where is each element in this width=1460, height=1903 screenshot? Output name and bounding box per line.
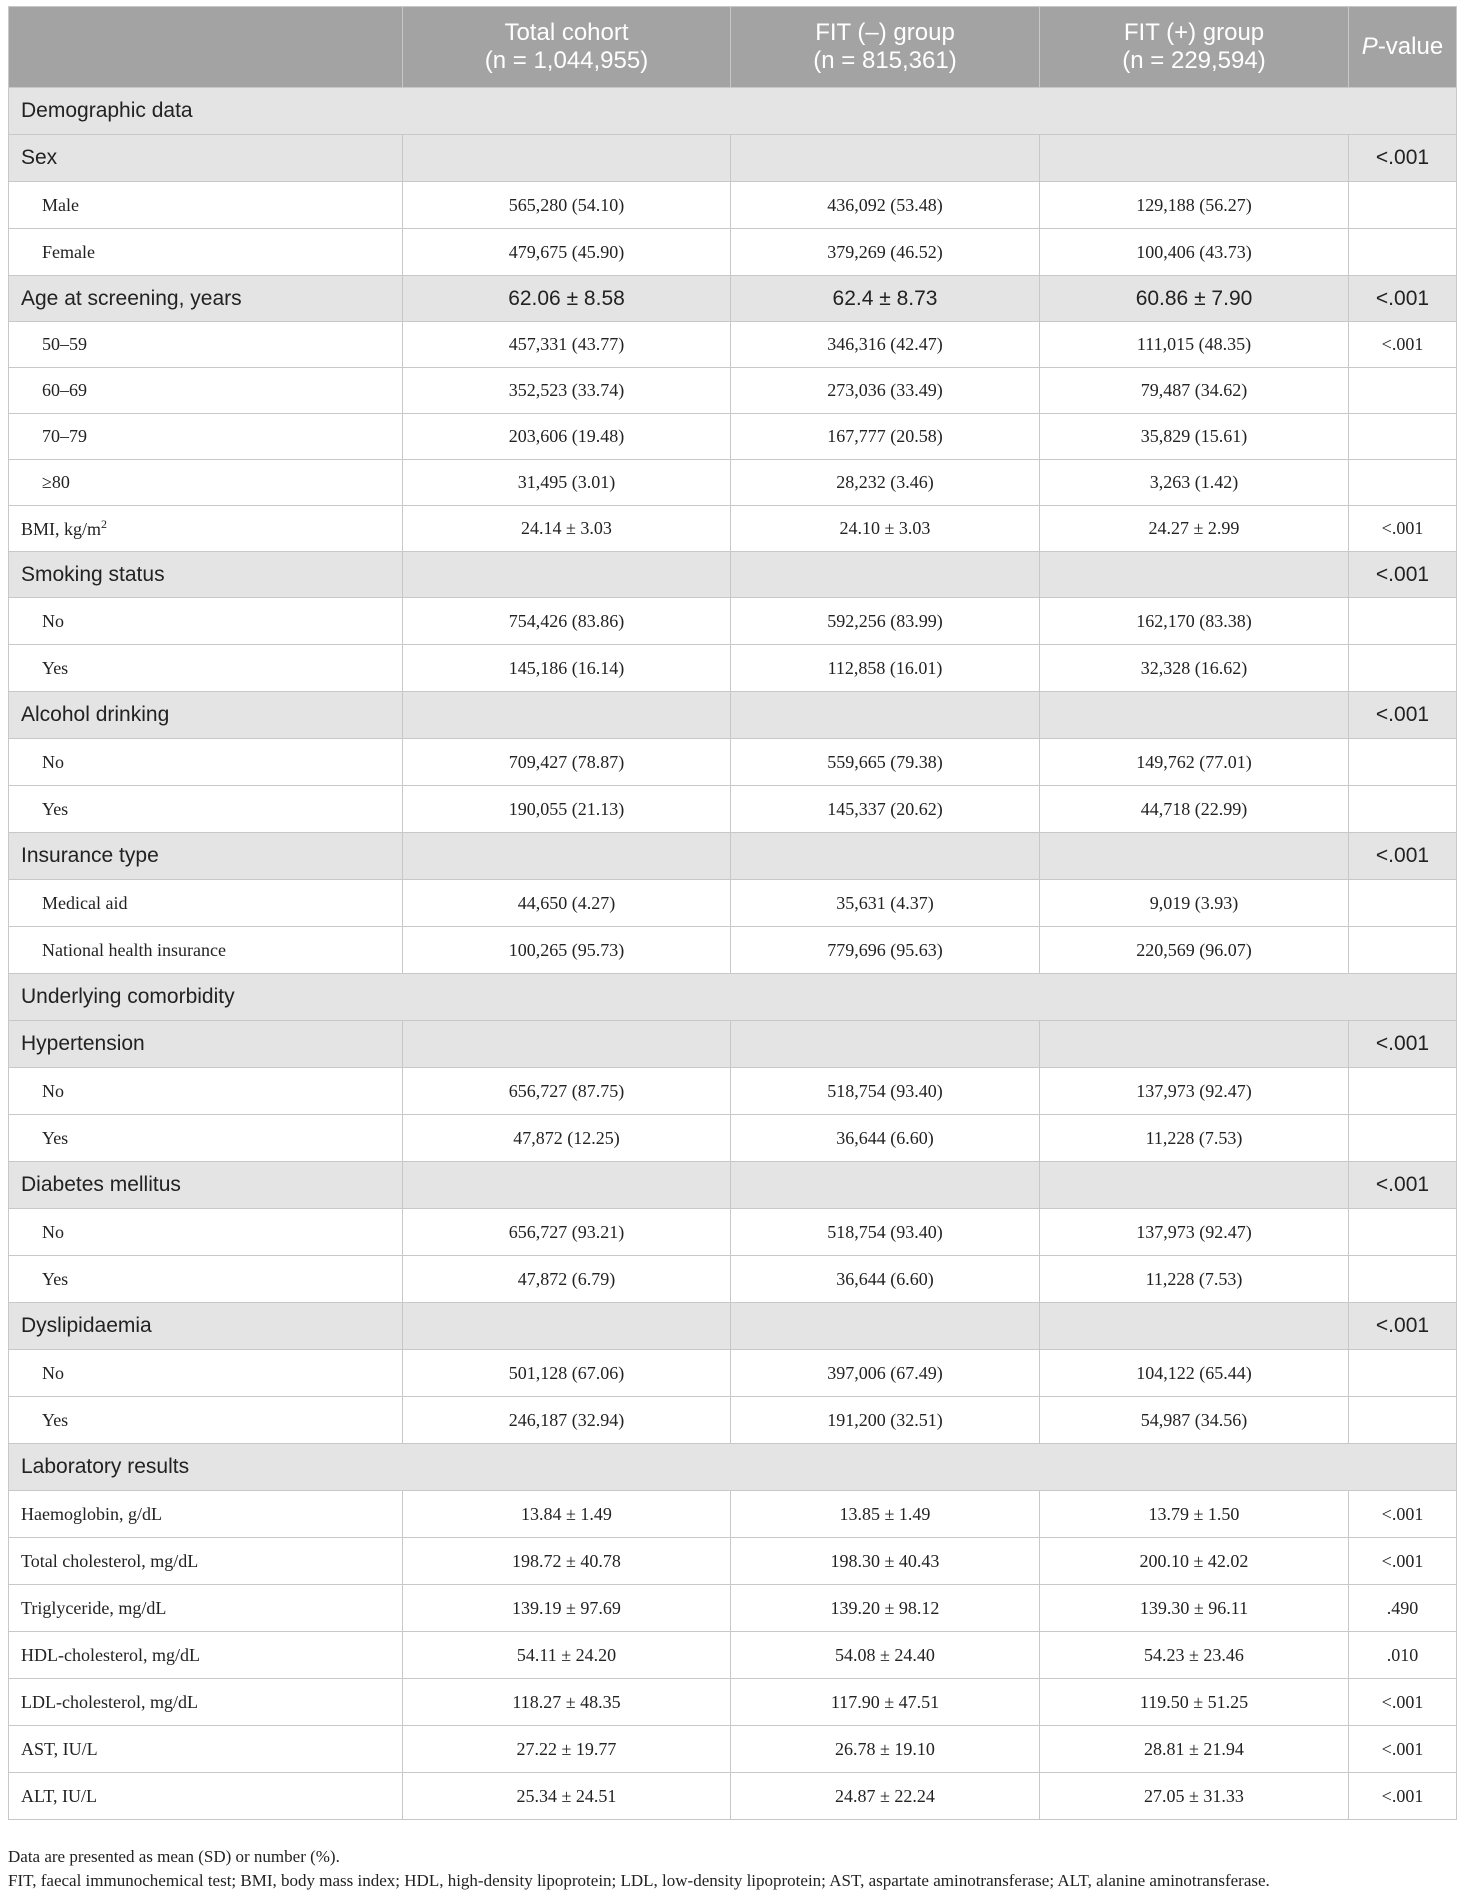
table-row [9, 368, 1457, 414]
cell-fit-positive: 35,829 (15.61) [1040, 414, 1349, 460]
cell-p-value [1349, 1068, 1457, 1115]
group-label: Hypertension [9, 1021, 403, 1068]
cell-total: 47,872 (12.25) [403, 1115, 731, 1162]
row-label-text: Haemoglobin, g/dL [21, 1503, 162, 1524]
cell-fit-negative: 518,754 (93.40) [731, 1068, 1040, 1115]
cell-fit-negative: 779,696 (95.63) [731, 927, 1040, 974]
cell-fit-negative: 518,754 (93.40) [731, 1209, 1040, 1256]
cell-fit-positive: 162,170 (83.38) [1040, 598, 1349, 645]
row-label [9, 229, 403, 276]
cell-fit-negative: 24.10 ± 3.03 [731, 506, 1040, 552]
group-label: Dyslipidaemia [9, 1303, 403, 1350]
cell-fit-negative: 35,631 (4.37) [731, 880, 1040, 927]
cell-fit-negative: 62.4 ± 8.73 [731, 276, 1040, 322]
row-label [9, 1397, 403, 1444]
group-row [9, 1021, 1457, 1068]
row-label-text: ALT, IU/L [21, 1785, 97, 1806]
cell-fit-negative: 139.20 ± 98.12 [731, 1585, 1040, 1632]
cell-fit-positive: 54.23 ± 23.46 [1040, 1632, 1349, 1679]
cell-fit-positive: 149,762 (77.01) [1040, 739, 1349, 786]
row-label [9, 1256, 403, 1303]
cell-fit-positive: 137,973 (92.47) [1040, 1209, 1349, 1256]
cell-total: 709,427 (78.87) [403, 739, 731, 786]
cell-fit-negative: 117.90 ± 47.51 [731, 1679, 1040, 1726]
row-label-text: 50–59 [42, 334, 87, 354]
header-p-value: P-value [1349, 7, 1457, 88]
cell-fit-negative: 198.30 ± 40.43 [731, 1538, 1040, 1585]
cell-total [403, 692, 731, 739]
cell-total: 246,187 (32.94) [403, 1397, 731, 1444]
cell-total: 47,872 (6.79) [403, 1256, 731, 1303]
cell-fit-negative: 145,337 (20.62) [731, 786, 1040, 833]
cell-total: 656,727 (87.75) [403, 1068, 731, 1115]
cell-p-value [1349, 1209, 1457, 1256]
cell-p-value [1349, 1397, 1457, 1444]
cell-fit-positive: 60.86 ± 7.90 [1040, 276, 1349, 322]
cell-p-value: <.001 [1349, 322, 1457, 368]
cell-p-value [1349, 229, 1457, 276]
cell-fit-positive: 27.05 ± 31.33 [1040, 1773, 1349, 1820]
cell-fit-positive [1040, 135, 1349, 182]
row-label-text: Yes [42, 1268, 69, 1289]
row-label-text: Male [42, 194, 79, 215]
cell-fit-positive: 13.79 ± 1.50 [1040, 1491, 1349, 1538]
cell-fit-positive [1040, 833, 1349, 880]
cell-total [403, 1021, 731, 1068]
cell-total: 139.19 ± 97.69 [403, 1585, 731, 1632]
cell-fit-positive: 129,188 (56.27) [1040, 182, 1349, 229]
cell-fit-positive: 32,328 (16.62) [1040, 645, 1349, 692]
cell-total: 457,331 (43.77) [403, 322, 731, 368]
row-label-text: Total cholesterol, mg/dL [21, 1550, 199, 1571]
section-row [9, 974, 1457, 1021]
cell-total: 479,675 (45.90) [403, 229, 731, 276]
cell-fit-negative [731, 833, 1040, 880]
row-label [9, 786, 403, 833]
group-row [9, 552, 1457, 598]
cell-fit-positive: 9,019 (3.93) [1040, 880, 1349, 927]
cell-fit-negative: 379,269 (46.52) [731, 229, 1040, 276]
cell-total: 190,055 (21.13) [403, 786, 731, 833]
cell-fit-negative: 24.87 ± 22.24 [731, 1773, 1040, 1820]
section-label: Underlying comorbidity [9, 974, 1457, 1021]
cell-fit-positive: 119.50 ± 51.25 [1040, 1679, 1349, 1726]
cell-fit-positive: 79,487 (34.62) [1040, 368, 1349, 414]
cell-fit-positive: 28.81 ± 21.94 [1040, 1726, 1349, 1773]
cell-fit-negative: 36,644 (6.60) [731, 1115, 1040, 1162]
row-label [9, 1632, 403, 1679]
row-label [9, 322, 403, 368]
row-label [9, 1773, 403, 1820]
cell-p-value: .010 [1349, 1632, 1457, 1679]
cell-fit-positive: 3,263 (1.42) [1040, 460, 1349, 506]
cell-total [403, 552, 731, 598]
cell-fit-negative [731, 692, 1040, 739]
row-label [9, 598, 403, 645]
group-label: Insurance type [9, 833, 403, 880]
group-label: Alcohol drinking [9, 692, 403, 739]
group-row [9, 135, 1457, 182]
table-row [9, 786, 1457, 833]
row-label [9, 927, 403, 974]
row-label [9, 1679, 403, 1726]
cell-fit-positive: 44,718 (22.99) [1040, 786, 1349, 833]
cell-total: 352,523 (33.74) [403, 368, 731, 414]
table-row [9, 182, 1457, 229]
cell-p-value: <.001 [1349, 1726, 1457, 1773]
table-row [9, 880, 1457, 927]
section-label: Laboratory results [9, 1444, 1457, 1491]
cell-p-value: <.001 [1349, 1538, 1457, 1585]
cell-p-value: <.001 [1349, 692, 1457, 739]
row-label-text: Yes [42, 1409, 69, 1430]
group-row [9, 1538, 1457, 1585]
cell-fit-negative: 346,316 (42.47) [731, 322, 1040, 368]
cell-p-value: <.001 [1349, 552, 1457, 598]
cell-p-value: <.001 [1349, 1679, 1457, 1726]
row-label [9, 1585, 403, 1632]
group-row [9, 1491, 1457, 1538]
row-label-text: Medical aid [42, 892, 128, 913]
table-footnotes [8, 1845, 1270, 1893]
cell-total: 31,495 (3.01) [403, 460, 731, 506]
cell-p-value [1349, 182, 1457, 229]
cell-fit-negative [731, 1162, 1040, 1209]
cell-total: 13.84 ± 1.49 [403, 1491, 731, 1538]
row-label [9, 880, 403, 927]
header-variable [9, 7, 403, 88]
cell-total: 44,650 (4.27) [403, 880, 731, 927]
cell-total [403, 833, 731, 880]
row-label-text: ≥80 [42, 472, 70, 492]
row-label [9, 1115, 403, 1162]
row-label [9, 1209, 403, 1256]
row-label [9, 506, 403, 552]
row-label [9, 368, 403, 414]
table-row [9, 1256, 1457, 1303]
cell-fit-positive: 100,406 (43.73) [1040, 229, 1349, 276]
cell-fit-positive: 54,987 (34.56) [1040, 1397, 1349, 1444]
cell-fit-negative: 167,777 (20.58) [731, 414, 1040, 460]
row-label-text: No [42, 1362, 64, 1383]
row-label-text: BMI, kg/m [21, 519, 102, 539]
cell-p-value: <.001 [1349, 1021, 1457, 1068]
row-label [9, 1350, 403, 1397]
group-row [9, 1632, 1457, 1679]
cell-p-value [1349, 927, 1457, 974]
cell-total: 754,426 (83.86) [403, 598, 731, 645]
cell-fit-negative: 54.08 ± 24.40 [731, 1632, 1040, 1679]
cell-total: 62.06 ± 8.58 [403, 276, 731, 322]
cell-p-value [1349, 786, 1457, 833]
cell-total: 54.11 ± 24.20 [403, 1632, 731, 1679]
cell-fit-positive: 220,569 (96.07) [1040, 927, 1349, 974]
row-label [9, 460, 403, 506]
table-body [9, 88, 1457, 1820]
footnote-data-format: Data are presented as mean (SD) or number (%). [8, 1847, 340, 1866]
row-label-text: AST, IU/L [21, 1738, 98, 1759]
group-label: Age at screening, years [9, 276, 403, 322]
cell-fit-positive: 24.27 ± 2.99 [1040, 506, 1349, 552]
group-label: Smoking status [9, 552, 403, 598]
section-row [9, 88, 1457, 135]
cell-total: 203,606 (19.48) [403, 414, 731, 460]
cell-total [403, 1162, 731, 1209]
table-row [9, 598, 1457, 645]
cell-total [403, 135, 731, 182]
cell-total: 25.34 ± 24.51 [403, 1773, 731, 1820]
cell-total: 27.22 ± 19.77 [403, 1726, 731, 1773]
row-label [9, 1726, 403, 1773]
cell-total: 501,128 (67.06) [403, 1350, 731, 1397]
cell-p-value [1349, 739, 1457, 786]
cell-fit-negative [731, 1303, 1040, 1350]
cell-fit-positive [1040, 692, 1349, 739]
cell-p-value: <.001 [1349, 135, 1457, 182]
group-row [9, 276, 1457, 322]
group-row [9, 692, 1457, 739]
cell-p-value: <.001 [1349, 506, 1457, 552]
header-row [9, 7, 1457, 88]
cell-fit-positive: 104,122 (65.44) [1040, 1350, 1349, 1397]
cell-fit-positive: 11,228 (7.53) [1040, 1256, 1349, 1303]
cell-fit-positive [1040, 1021, 1349, 1068]
table-row [9, 322, 1457, 368]
cell-fit-negative: 436,092 (53.48) [731, 182, 1040, 229]
header-total-cohort: Total cohort (n = 1,044,955) [403, 7, 731, 88]
cell-fit-negative: 592,256 (83.99) [731, 598, 1040, 645]
group-row [9, 1679, 1457, 1726]
group-row [9, 1303, 1457, 1350]
table-row [9, 460, 1457, 506]
cell-fit-positive: 111,015 (48.35) [1040, 322, 1349, 368]
cell-p-value: <.001 [1349, 1303, 1457, 1350]
row-label-text: National health insurance [42, 939, 226, 960]
row-label-text: Female [42, 241, 95, 262]
group-row [9, 1162, 1457, 1209]
cell-total: 100,265 (95.73) [403, 927, 731, 974]
group-label: Sex [9, 135, 403, 182]
row-label-text: Triglyceride, mg/dL [21, 1597, 167, 1618]
cell-fit-negative [731, 552, 1040, 598]
cell-total: 145,186 (16.14) [403, 645, 731, 692]
cell-fit-positive [1040, 552, 1349, 598]
cell-p-value [1349, 645, 1457, 692]
group-row [9, 506, 1457, 552]
cell-fit-negative [731, 1021, 1040, 1068]
cell-fit-negative: 191,200 (32.51) [731, 1397, 1040, 1444]
cell-fit-negative: 13.85 ± 1.49 [731, 1491, 1040, 1538]
row-label [9, 414, 403, 460]
cell-fit-positive [1040, 1303, 1349, 1350]
cell-fit-positive: 200.10 ± 42.02 [1040, 1538, 1349, 1585]
cell-p-value [1349, 1256, 1457, 1303]
table-row [9, 1350, 1457, 1397]
cell-p-value: <.001 [1349, 276, 1457, 322]
row-label-text: 60–69 [42, 380, 87, 400]
cell-p-value: .490 [1349, 1585, 1457, 1632]
row-label [9, 1491, 403, 1538]
row-label-text: No [42, 751, 64, 772]
row-label [9, 1068, 403, 1115]
group-row [9, 833, 1457, 880]
baseline-characteristics-table [8, 6, 1457, 1820]
group-row [9, 1773, 1457, 1820]
cell-fit-positive: 11,228 (7.53) [1040, 1115, 1349, 1162]
cell-p-value: <.001 [1349, 833, 1457, 880]
cell-total: 565,280 (54.10) [403, 182, 731, 229]
cell-total [403, 1303, 731, 1350]
table-row [9, 645, 1457, 692]
section-row [9, 1444, 1457, 1491]
cell-p-value [1349, 1350, 1457, 1397]
cell-total: 24.14 ± 3.03 [403, 506, 731, 552]
table-row [9, 414, 1457, 460]
table-row [9, 1115, 1457, 1162]
cell-fit-negative: 559,665 (79.38) [731, 739, 1040, 786]
cell-p-value [1349, 368, 1457, 414]
row-label-text: LDL-cholesterol, mg/dL [21, 1691, 198, 1712]
row-label [9, 1538, 403, 1585]
cell-fit-negative: 112,858 (16.01) [731, 645, 1040, 692]
cell-p-value: <.001 [1349, 1491, 1457, 1538]
cell-p-value [1349, 414, 1457, 460]
table-row [9, 1209, 1457, 1256]
cell-fit-negative: 397,006 (67.49) [731, 1350, 1040, 1397]
cell-p-value [1349, 598, 1457, 645]
group-row [9, 1726, 1457, 1773]
row-label-text: 70–79 [42, 426, 87, 446]
cell-fit-negative: 273,036 (33.49) [731, 368, 1040, 414]
cell-total: 118.27 ± 48.35 [403, 1679, 731, 1726]
cell-fit-positive [1040, 1162, 1349, 1209]
row-label-text: Yes [42, 1127, 69, 1148]
cell-total: 198.72 ± 40.78 [403, 1538, 731, 1585]
table-row [9, 927, 1457, 974]
table-row [9, 1397, 1457, 1444]
cell-fit-positive: 139.30 ± 96.11 [1040, 1585, 1349, 1632]
cell-total: 656,727 (93.21) [403, 1209, 731, 1256]
table-row [9, 739, 1457, 786]
row-label-text: Yes [42, 657, 69, 678]
cell-fit-negative: 28,232 (3.46) [731, 460, 1040, 506]
cell-p-value [1349, 880, 1457, 927]
table-row [9, 1068, 1457, 1115]
cell-p-value [1349, 460, 1457, 506]
group-label: Diabetes mellitus [9, 1162, 403, 1209]
header-fit-positive: FIT (+) group (n = 229,594) [1040, 7, 1349, 88]
section-label: Demographic data [9, 88, 1457, 135]
cell-fit-negative [731, 135, 1040, 182]
row-label [9, 182, 403, 229]
cell-fit-positive: 137,973 (92.47) [1040, 1068, 1349, 1115]
header-fit-negative: FIT (–) group (n = 815,361) [731, 7, 1040, 88]
row-label-text: No [42, 610, 64, 631]
row-label-text: Yes [42, 798, 69, 819]
row-label-text: No [42, 1221, 64, 1242]
row-label [9, 739, 403, 786]
cell-fit-negative: 36,644 (6.60) [731, 1256, 1040, 1303]
row-label [9, 645, 403, 692]
row-label-text: No [42, 1080, 64, 1101]
row-label-text: HDL-cholesterol, mg/dL [21, 1644, 200, 1665]
table-row [9, 229, 1457, 276]
cell-fit-negative: 26.78 ± 19.10 [731, 1726, 1040, 1773]
cell-p-value: <.001 [1349, 1162, 1457, 1209]
cell-p-value: <.001 [1349, 1773, 1457, 1820]
group-row [9, 1585, 1457, 1632]
footnote-abbreviations: FIT, faecal immunochemical test; BMI, body mass index; HDL, high-density lipoprotein; LDL, low-density lipoprotein; AST, aspartate aminotransferase; ALT, alanine aminotransferase. [8, 1871, 1270, 1890]
row-label-superscript: 2 [101, 517, 108, 531]
cell-p-value [1349, 1115, 1457, 1162]
